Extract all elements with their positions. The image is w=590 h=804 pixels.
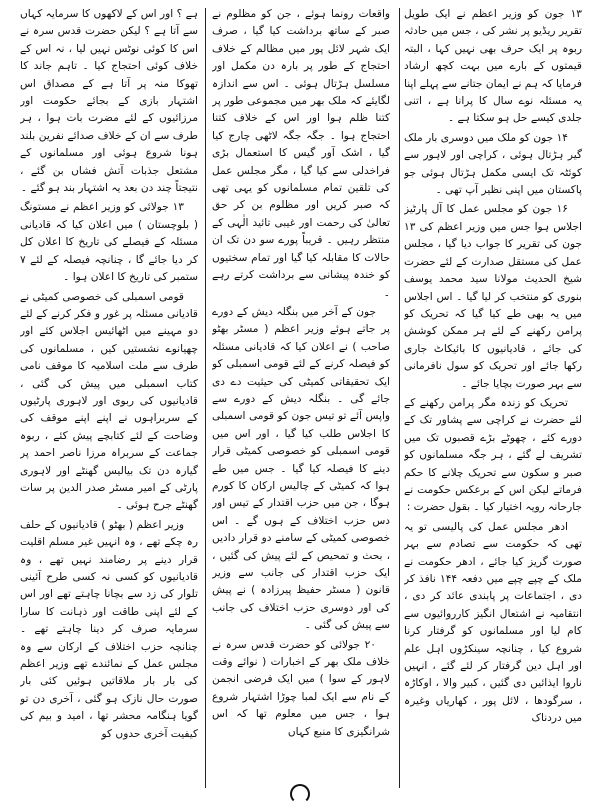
text-column-middle (212, 6, 390, 788)
text-column-right (404, 6, 582, 788)
paragraph: ۲۰ جولائی کو حضرت قدس سرہ نے خلاف ملک بھر کے اخبارات ( نوائے وقت لاہور کے سوا ) میں ایک فرضی انجمن کے نام سے ایک لمبا چوڑا اشتہار شروع ہوا ، جس میں معلوم تھا کہ اس شرانگیزی کا منبع کہاں (212, 638, 390, 738)
paragraph: ۱۳ جون کو وزیر اعظم نے ایک طویل تقریر ریڈیو پر نشر کی ، جس میں حادثہ ربوہ پر ایک حرف بھی نہیں کہا ، البتہ قیمتوں کے بارے میں بہت کچھ ارشاد فرمایا کہ ہم نے ایمان جتانے سے پہلے اپنا یہ مسئلہ نوے سال کا پرانا ہے ، اتنی جلدی کیسے حل ہو سکتا ہے ۔ (404, 8, 582, 125)
paragraph: جون کے آخر میں بنگلہ دیش کے دورے پر جاتے ہوئے وزیر اعظم ( مسٹر بھٹو صاحب ) نے اعلان کیا کہ قادیانی مسئلہ کو فیصلہ کرنے کے لئے قومی اسمبلی کو ایک تحقیقاتی کمیٹی کی حیثیت دے دی جائے گی ۔ بنگلہ دیش کے دورے سے واپس آئے تو تیس جون کو قومی اسمبلی کا اجلاس طلب کیا گیا ، اور اس میں قومی اسمبلی کو خصوصی کمیٹی قرار دینے کا فیصلہ کیا گیا ۔ جس میں طے ہوا کہ کمیٹی کے چالیس ارکان کا کورم ہوگا ، جن میں حزب اقتدار کے تیس اور دس حزب اختلاف کے ہوں گے ۔ اس خصوصی کمیٹی کے سامنے دو قرار دادیں ، بحث و تمحیص کے لئے پیش کی گئیں ، ایک حزب اقتدار کی جانب سے وزیر قانون ( مسٹر حفیظ پیرزادہ ) نے پیش کی اور دوسری حزب اختلاف کی جانب سے پیش کی گئی ۔ (212, 305, 390, 632)
text-column-left (20, 6, 198, 788)
page-number-circle (290, 784, 310, 804)
paragraph: وزیر اعظم ( بھٹو ) قادیانیوں کے حلف رہ چکے تھے ، وہ انہیں غیر مسلم اقلیت قرار دینے پر رضامند نہیں تھے ، وہ قادیانیوں کو کسی نہ کسی طرح آئینی تلوار کی زد سے بچانا چاہتے تھے اور اس کے لئے اپنی طاقت اور ذہانت کا سارا سرمایہ صرف کر دینا چاہتے تھے ۔ چنانچہ حزب اختلاف کے ارکان سے وہ مجلس عمل کے نمائندے تھے وزیر اعظم کی بار بار ملاقاتیں ہوئیں کئی بار صورت حال نازک ہو گئی ، آخری دن تو گویا ہنگامہ محشر تھا ، امید و بیم کی کیفیت آخری حدوں کو (20, 518, 198, 740)
paragraph: تحریک کو زندہ مگر پرامن رکھنے کے لئے حضرت نے کراچی سے پشاور تک کے دورے کئے ، چھوٹے بڑے قصبوں تک میں تشریف لے گئے ، ہر جگہ مسلمانوں کو صبر و سکون سے تحریک چلانے کا حکم فرماتے لیکن اس کے برعکس حکومت نے جارحانہ رویہ اختیار کیا ۔ بقول حضرت : (404, 396, 582, 514)
column-divider (205, 8, 206, 788)
quoted-paragraph: ادھر مجلس عمل کی پالیسی تو یہ تھی کہ حکومت سے تصادم سے بہر صورت گریز کیا جائے ، ادھر حکومت نے ملک کے چپے چپے میں دفعہ ۱۴۴ نافذ کر دی ، اجتماعات پر پابندی عائد کر دی ، انتقامیہ نے اشتعال انگیز کارروائیوں سے کام لیا اور مسلمانوں کو گرفتار کرنا شروع کیا ، چنانچہ سینکڑوں اہل علم اور اہل دین گرفتار کر لئے گئے ، انہیں ناروا ایذائیں دی گئیں ، کبیر والا ، اوکاڑہ ، سرگودھا ، لائل پور ، کھاریاں وغیرہ میں دردناک (404, 520, 582, 725)
paragraph: ۱۴ جون کو ملک میں دوسری بار ملک گیر ہڑتال ہوئی ، کراچی اور لاہور سے کوئٹہ تک ایسی مکمل ہڑتال ہوئی جو پاکستان میں اپنی نظیر آپ تھی ۔ (404, 131, 582, 197)
column-divider (399, 8, 400, 788)
paragraph: واقعات رونما ہوئے ، جن کو مظلوم نے صبر کے ساتھ برداشت کیا گیا ، صرف ایک شہر لائل پور میں مظالم کے خلاف احتجاج کے طور پر بارہ دن مکمل اور مسلسل ہڑتال ہوئی ۔ اس سے اندازہ لگایئے کہ ملک بھر میں مجموعی طور پر کتنا ظلم ہوا اور اس کے خلاف کتنا احتجاج ہوا ۔ جگہ جگہ لاٹھی چارج کیا گیا ، اشک آور گیس کا استعمال بڑی فراخدلی سے کیا گیا ، مگر مجلس عمل کی تلقین تمام مسلمانوں کو یہی تھی کہ صبر کریں اور مظلوم بن کر حق تعالیٰ کی رحمت اور غیبی تائید الٰہی کے منتظر رہیں ۔ قریباً پورے سو دن تک ان حالات کا مقابلہ کیا گیا اور تمام سختیوں کو خندہ پیشانی سے برداشت کرتے رہے ۔ (212, 8, 390, 299)
paragraph: ۱۶ جون کو مجلس عمل کا آل پارٹیز اجلاس ہوا جس میں وزیر اعظم کی ۱۳ جون کی تقریر کا جواب دیا گیا ، مجلس عمل کی مستقل صدارت کے لئے حضرت شیخ الحدیث مولانا سید محمد یوسف بنوری کو منتخب کر لیا گیا ۔ اس اجلاس میں یہ بھی طے کیا گیا کہ تحریک کو پرامن رکھنے کے لئے ہر ممکن کوشش کی جائے ، قادیانیوں کا بائیکاٹ جاری رکھا جائے اور تحریک کو سول نافرمانی سے بہر صورت بچایا جائے ۔ (404, 203, 582, 390)
paragraph: قومی اسمبلی کی خصوصی کمیٹی نے قادیانی مسئلہ پر غور و فکر کرنے کے لئے دو مہینے میں اٹھائیس اجلاس کئے اور چھیانوے نشستیں کیں ، مسلمانوں کی طرف سے ملت اسلامیہ کا موقف نامی کتاب اسمبلی میں پیش کی گئی ، قادیانیوں کی ربوی اور لاہوری پارٹیوں کے سربراہوں نے اپنے اپنے موقف کی وضاحت کے لئے کتابچے پیش کئے ، ربوہ جماعت کے سربراہ مرزا ناصر احمد پر گیارہ دن تک بیالیس گھنٹے اور لاہوری پارٹی کے امیر مسٹر صدر الدین پر سات گھنٹے جرح ہوئی ۔ (20, 290, 198, 512)
paragraph: ہے ؟ اور اس کے لاکھوں کا سرمایہ کہاں سے آتا ہے ؟ لیکن حضرت قدس سرہ نے اس کا کوئی نوٹس نہیں لیا ، نہ اس کے خلاف کوئی احتجاج کیا ۔ تاہم جاند کا تھوکا منہ پر آتا ہے کے مصداق اس اشتہار بازی کے بجائے حکومت اور مرزائیوں کے لئے مضرت بات ہوا ، ہر طرف سے ان کے خلاف صدائے نفرین بلند ہونا شروع ہوئی اور مسلمانوں کے مشتعل جذبات آتش فشاں بن گئے ، نتیجتاً چند دن بعد یہ اشتہار بند ہو گئے ۔ (20, 8, 198, 195)
paragraph: ۱۳ جولائی کو وزیر اعظم نے مستونگ ( بلوچستان ) میں اعلان کیا کہ قادیانی مسئلہ کے فیصلے کی تاریخ کا اعلان کل کر دیا جائے گا ، چنانچہ فیصلہ کے لئے ۷ ستمبر کی تاریخ کا اعلان ہوا ۔ (20, 201, 198, 284)
